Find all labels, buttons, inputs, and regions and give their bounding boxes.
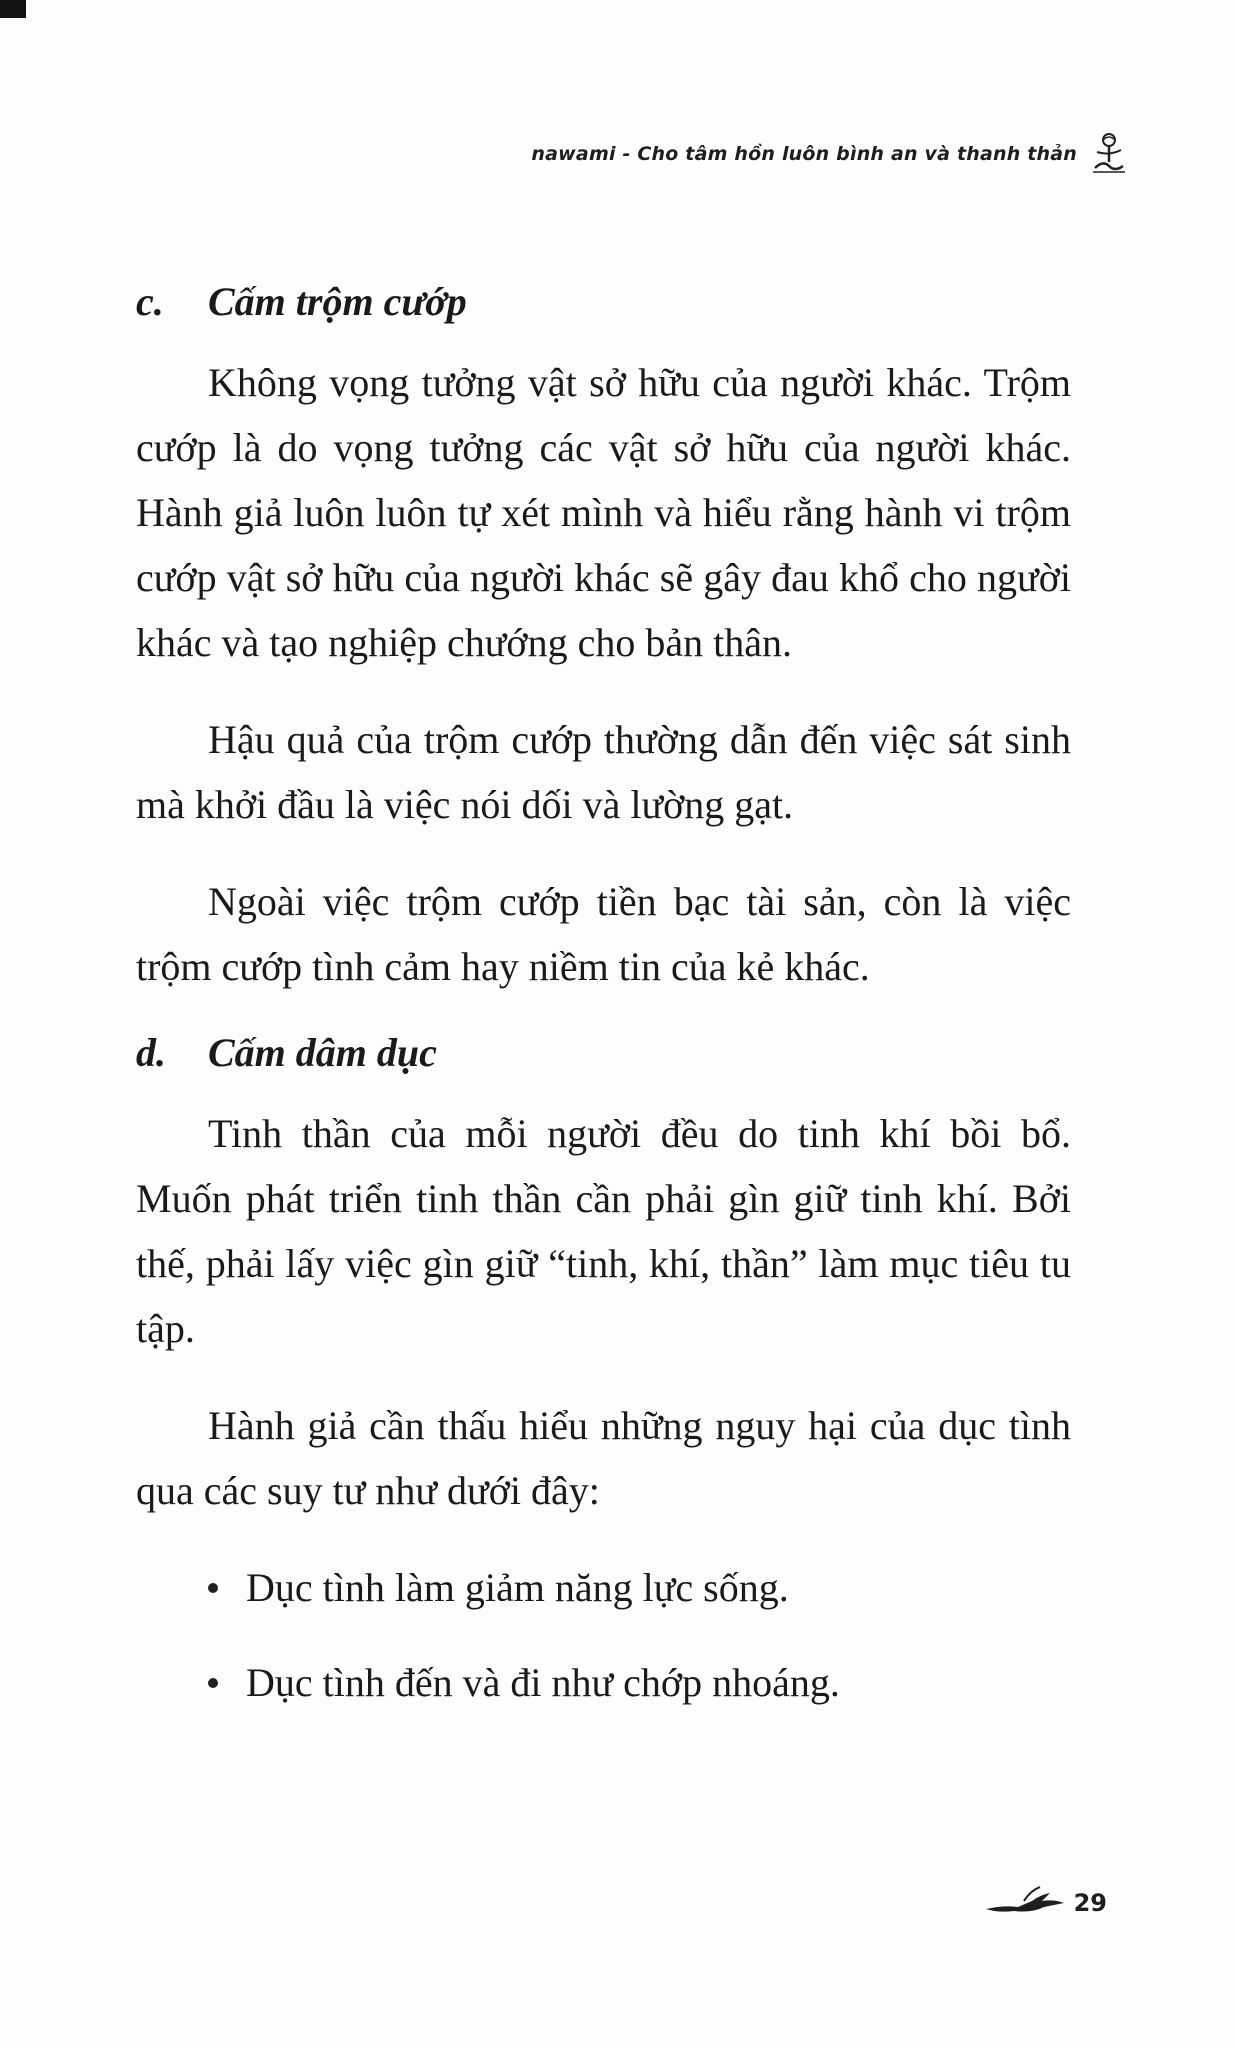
bullet-icon: [208, 1678, 218, 1688]
swallow-bird-icon: [984, 1885, 1068, 1920]
section-heading-c: [136, 278, 1071, 326]
lotus-meditation-icon: [1091, 132, 1127, 176]
section-heading-d: [136, 1029, 1071, 1077]
page-number: 29: [1073, 1888, 1107, 1917]
bullet-list: [136, 1555, 1071, 1715]
list-item: [136, 1555, 1071, 1620]
running-header: [531, 132, 1127, 176]
section-title: Cấm trộm cướp: [208, 279, 467, 324]
running-header-title: nawami - Cho tâm hồn luôn bình an và thanh thản: [531, 143, 1077, 165]
list-item-text: Dục tình làm giảm năng lực sống.: [246, 1565, 789, 1610]
page-content: [136, 278, 1071, 1745]
page-footer: [984, 1885, 1107, 1920]
section-title: Cấm dâm dục: [208, 1030, 437, 1075]
paragraph: Ngoài việc trộm cướp tiền bạc tài sản, còn là việc trộm cướp tình cảm hay niềm tin của kẻ khác.: [136, 879, 1071, 989]
section-letter: d.: [136, 1030, 166, 1075]
section-letter: c.: [136, 279, 164, 324]
scan-corner-mark: [0, 0, 26, 18]
paragraph: Không vọng tưởng vật sở hữu của người khác. Trộm cướp là do vọng tưởng các vật sở hữu của người khác. Hành giả luôn luôn tự xét mình và hiểu rằng hành vi trộm cướp vật sở hữu của người khác sẽ gây đau khổ cho người khác và tạo nghiệp chướng cho bản thân.: [136, 360, 1071, 665]
paragraph: Hậu quả của trộm cướp thường dẫn đến việc sát sinh mà khởi đầu là việc nói dối và lường gạt.: [136, 717, 1071, 827]
list-item: [136, 1650, 1071, 1715]
paragraph: Hành giả cần thấu hiểu những nguy hại của dục tình qua các suy tư như dưới đây:: [136, 1403, 1071, 1513]
list-item-text: Dục tình đến và đi như chớp nhoáng.: [246, 1660, 840, 1705]
bullet-icon: [208, 1583, 218, 1593]
paragraph: Tinh thần của mỗi người đều do tinh khí bồi bổ. Muốn phát triển tinh thần cần phải gìn giữ tinh khí. Bởi thế, phải lấy việc gìn giữ “tinh, khí, thần” làm mục tiêu tu tập.: [136, 1111, 1071, 1351]
